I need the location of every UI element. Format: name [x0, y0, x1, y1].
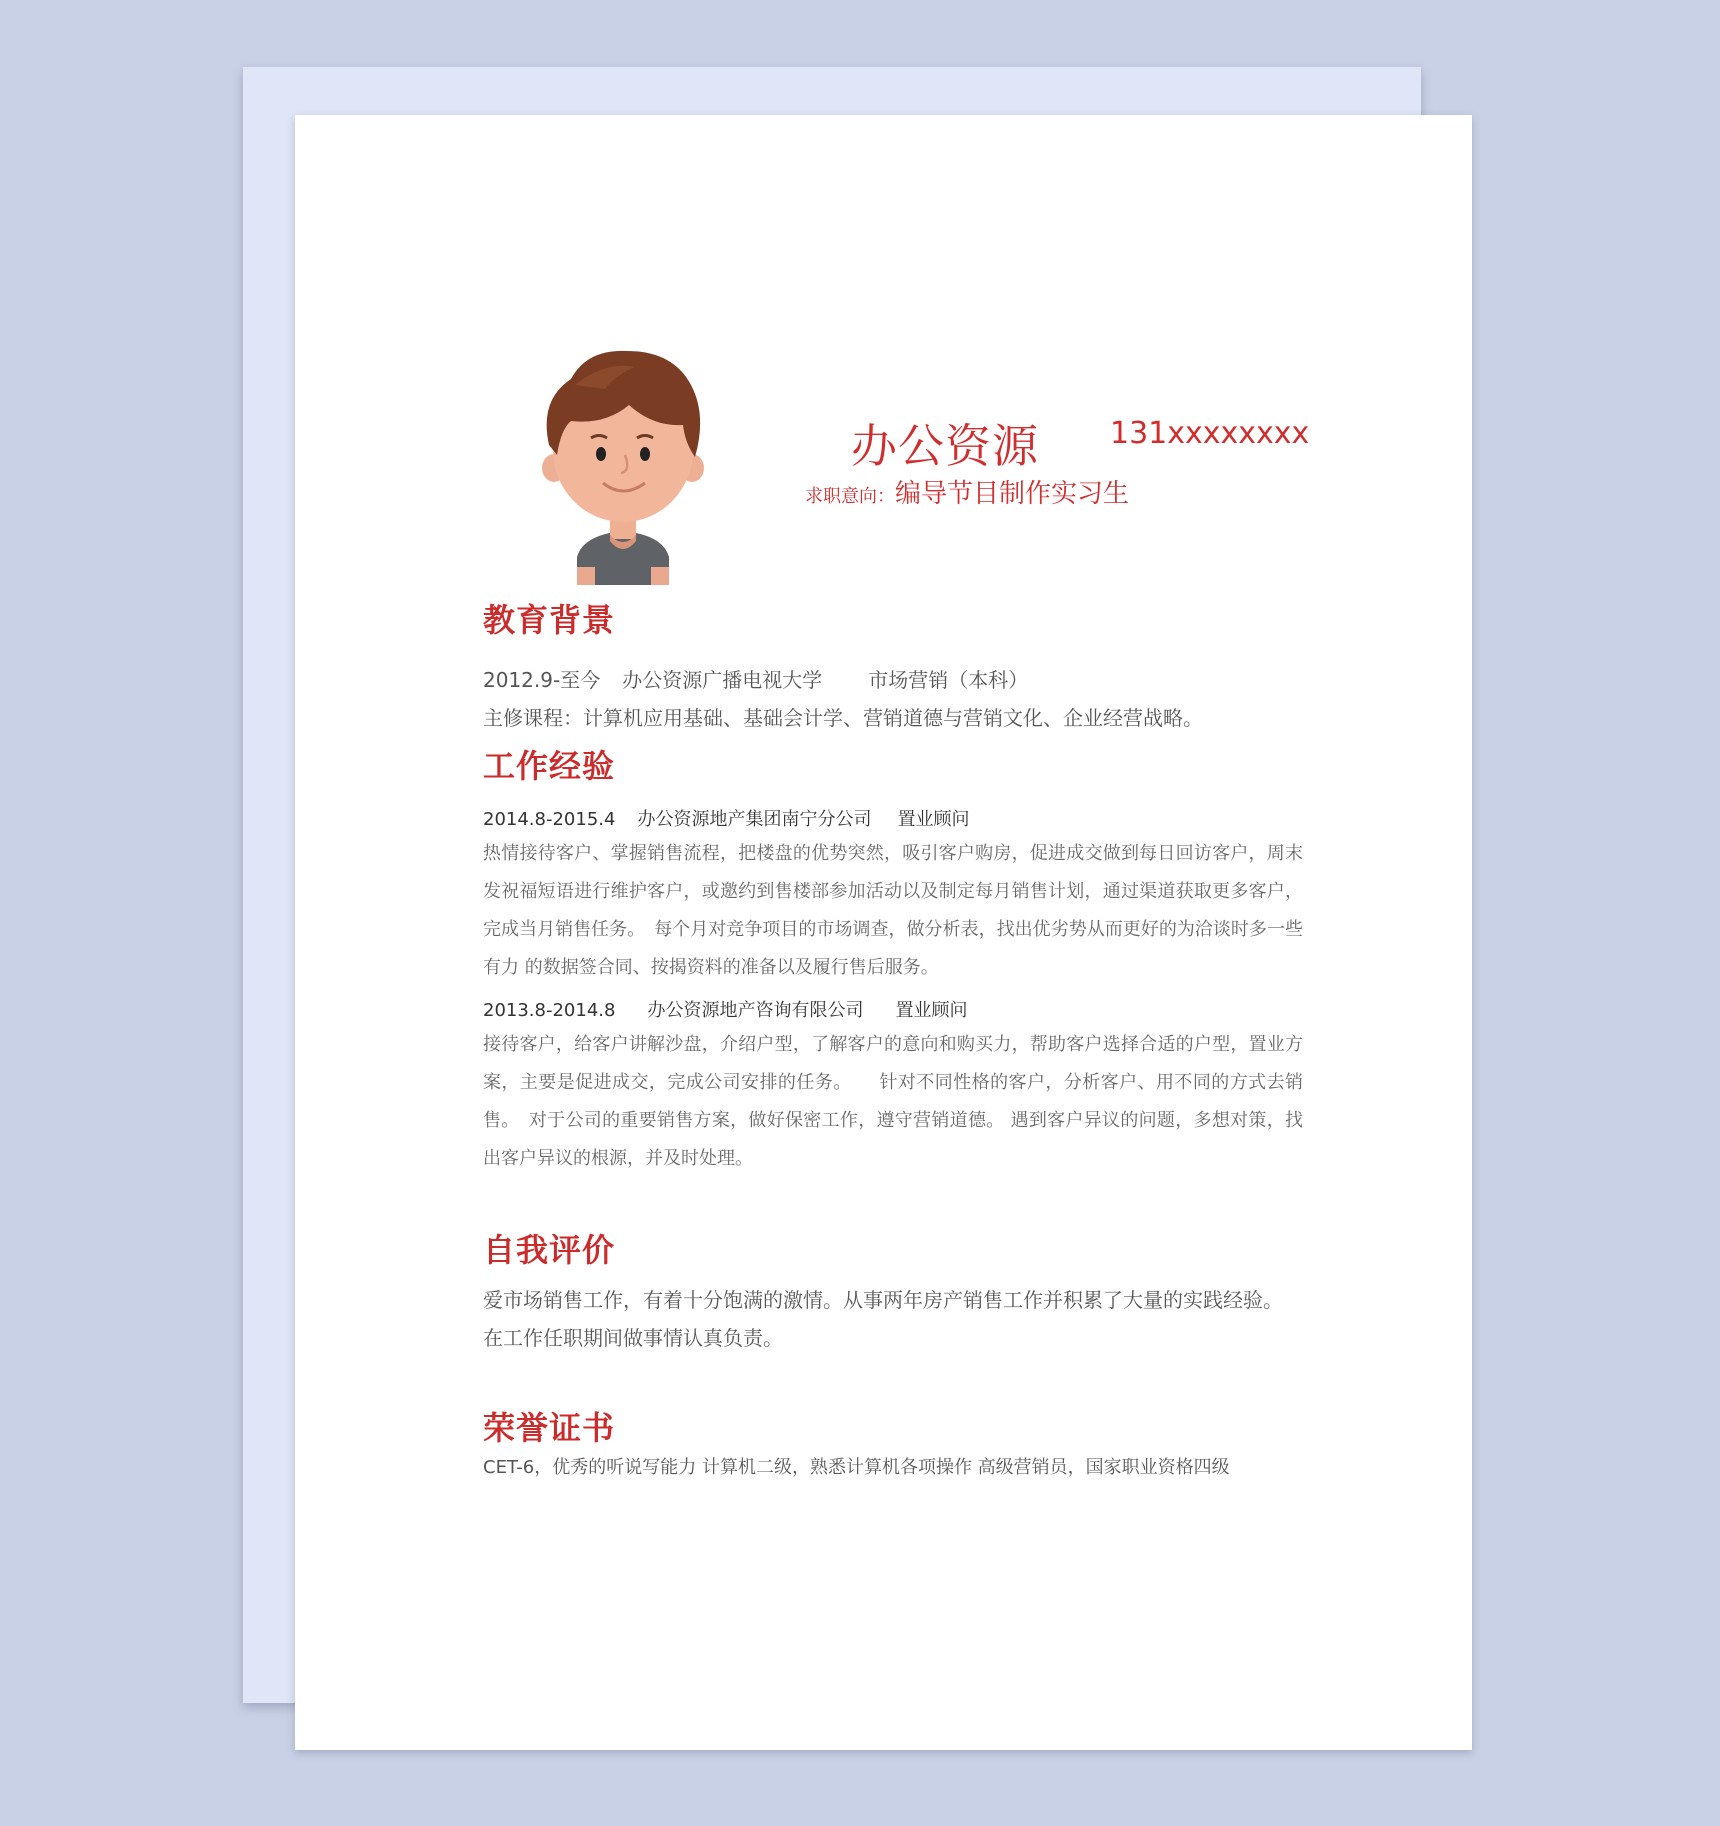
self-evaluation-line: 爱市场销售工作，有着十分饱满的激情。从事两年房产销售工作并积累了大量的实践经验。	[483, 1288, 1283, 1312]
self-evaluation-line: 在工作任职期间做事情认真负责。	[483, 1326, 783, 1350]
education-row	[483, 664, 1028, 693]
self-evaluation-title: 自我评价	[483, 1231, 616, 1269]
education-courses: 主修课程：计算机应用基础、基础会计学、营销道德与营销文化、企业经营战略。	[483, 706, 1203, 730]
job-company: 办公资源地产集团南宁分公司	[637, 809, 872, 830]
phone-number: 131xxxxxxxx	[1110, 416, 1310, 451]
education-title: 教育背景	[483, 601, 616, 639]
job-position: 置业顾问	[897, 809, 970, 830]
job-header	[483, 996, 967, 1022]
job-intent-label: 求职意向：	[805, 486, 895, 507]
job-header	[483, 805, 969, 831]
job-period: 2014.8-2015.4	[483, 809, 616, 830]
job-intent	[805, 473, 1129, 510]
education-major: 市场营销（本科）	[868, 668, 1029, 692]
job-intent-value: 编导节目制作实习生	[895, 479, 1130, 509]
honors-title: 荣誉证书	[483, 1409, 616, 1447]
avatar	[535, 345, 710, 585]
job-position: 置业顾问	[895, 1000, 968, 1021]
candidate-name: 办公资源	[851, 419, 1039, 473]
job-company: 办公资源地产咨询有限公司	[647, 1000, 864, 1021]
education-school: 办公资源广播电视大学	[622, 668, 823, 692]
education-period: 2012.9-至今	[483, 668, 601, 692]
job-period: 2013.8-2014.8	[483, 1000, 616, 1021]
job-description: 热情接待客户、掌握销售流程，把楼盘的优势突然，吸引客户购房，促进成交做到每日回访客户，周末发祝福短语进行维护客户，或邀约到售楼部参加活动以及制定每月销售计划，通过渠道获取更多客户，完成当月销售任务。 每个月对竞争项目的市场调查，做分析表，找出优劣势从而更好的为洽谈时多一些有力 的数据签合同、按揭资料的准备以及履行售后服务。	[483, 843, 1303, 978]
work-title: 工作经验	[483, 747, 616, 785]
honors-text: CET-6，优秀的听说写能力 计算机二级，熟悉计算机各项操作 高级营销员，国家职业资格四级	[483, 1457, 1230, 1478]
job-description: 接待客户，给客户讲解沙盘，介绍户型，了解客户的意向和购买力，帮助客户选择合适的户型，置业方案，主要是促进成交，完成公司安排的任务。 针对不同性格的客户，分析客户、用不同的方式去销售。 对于公司的重要销售方案，做好保密工作，遵守营销道德。 遇到客户异议的问题，多想对策，找出客户异议的根源，并及时处理。	[483, 1034, 1303, 1169]
